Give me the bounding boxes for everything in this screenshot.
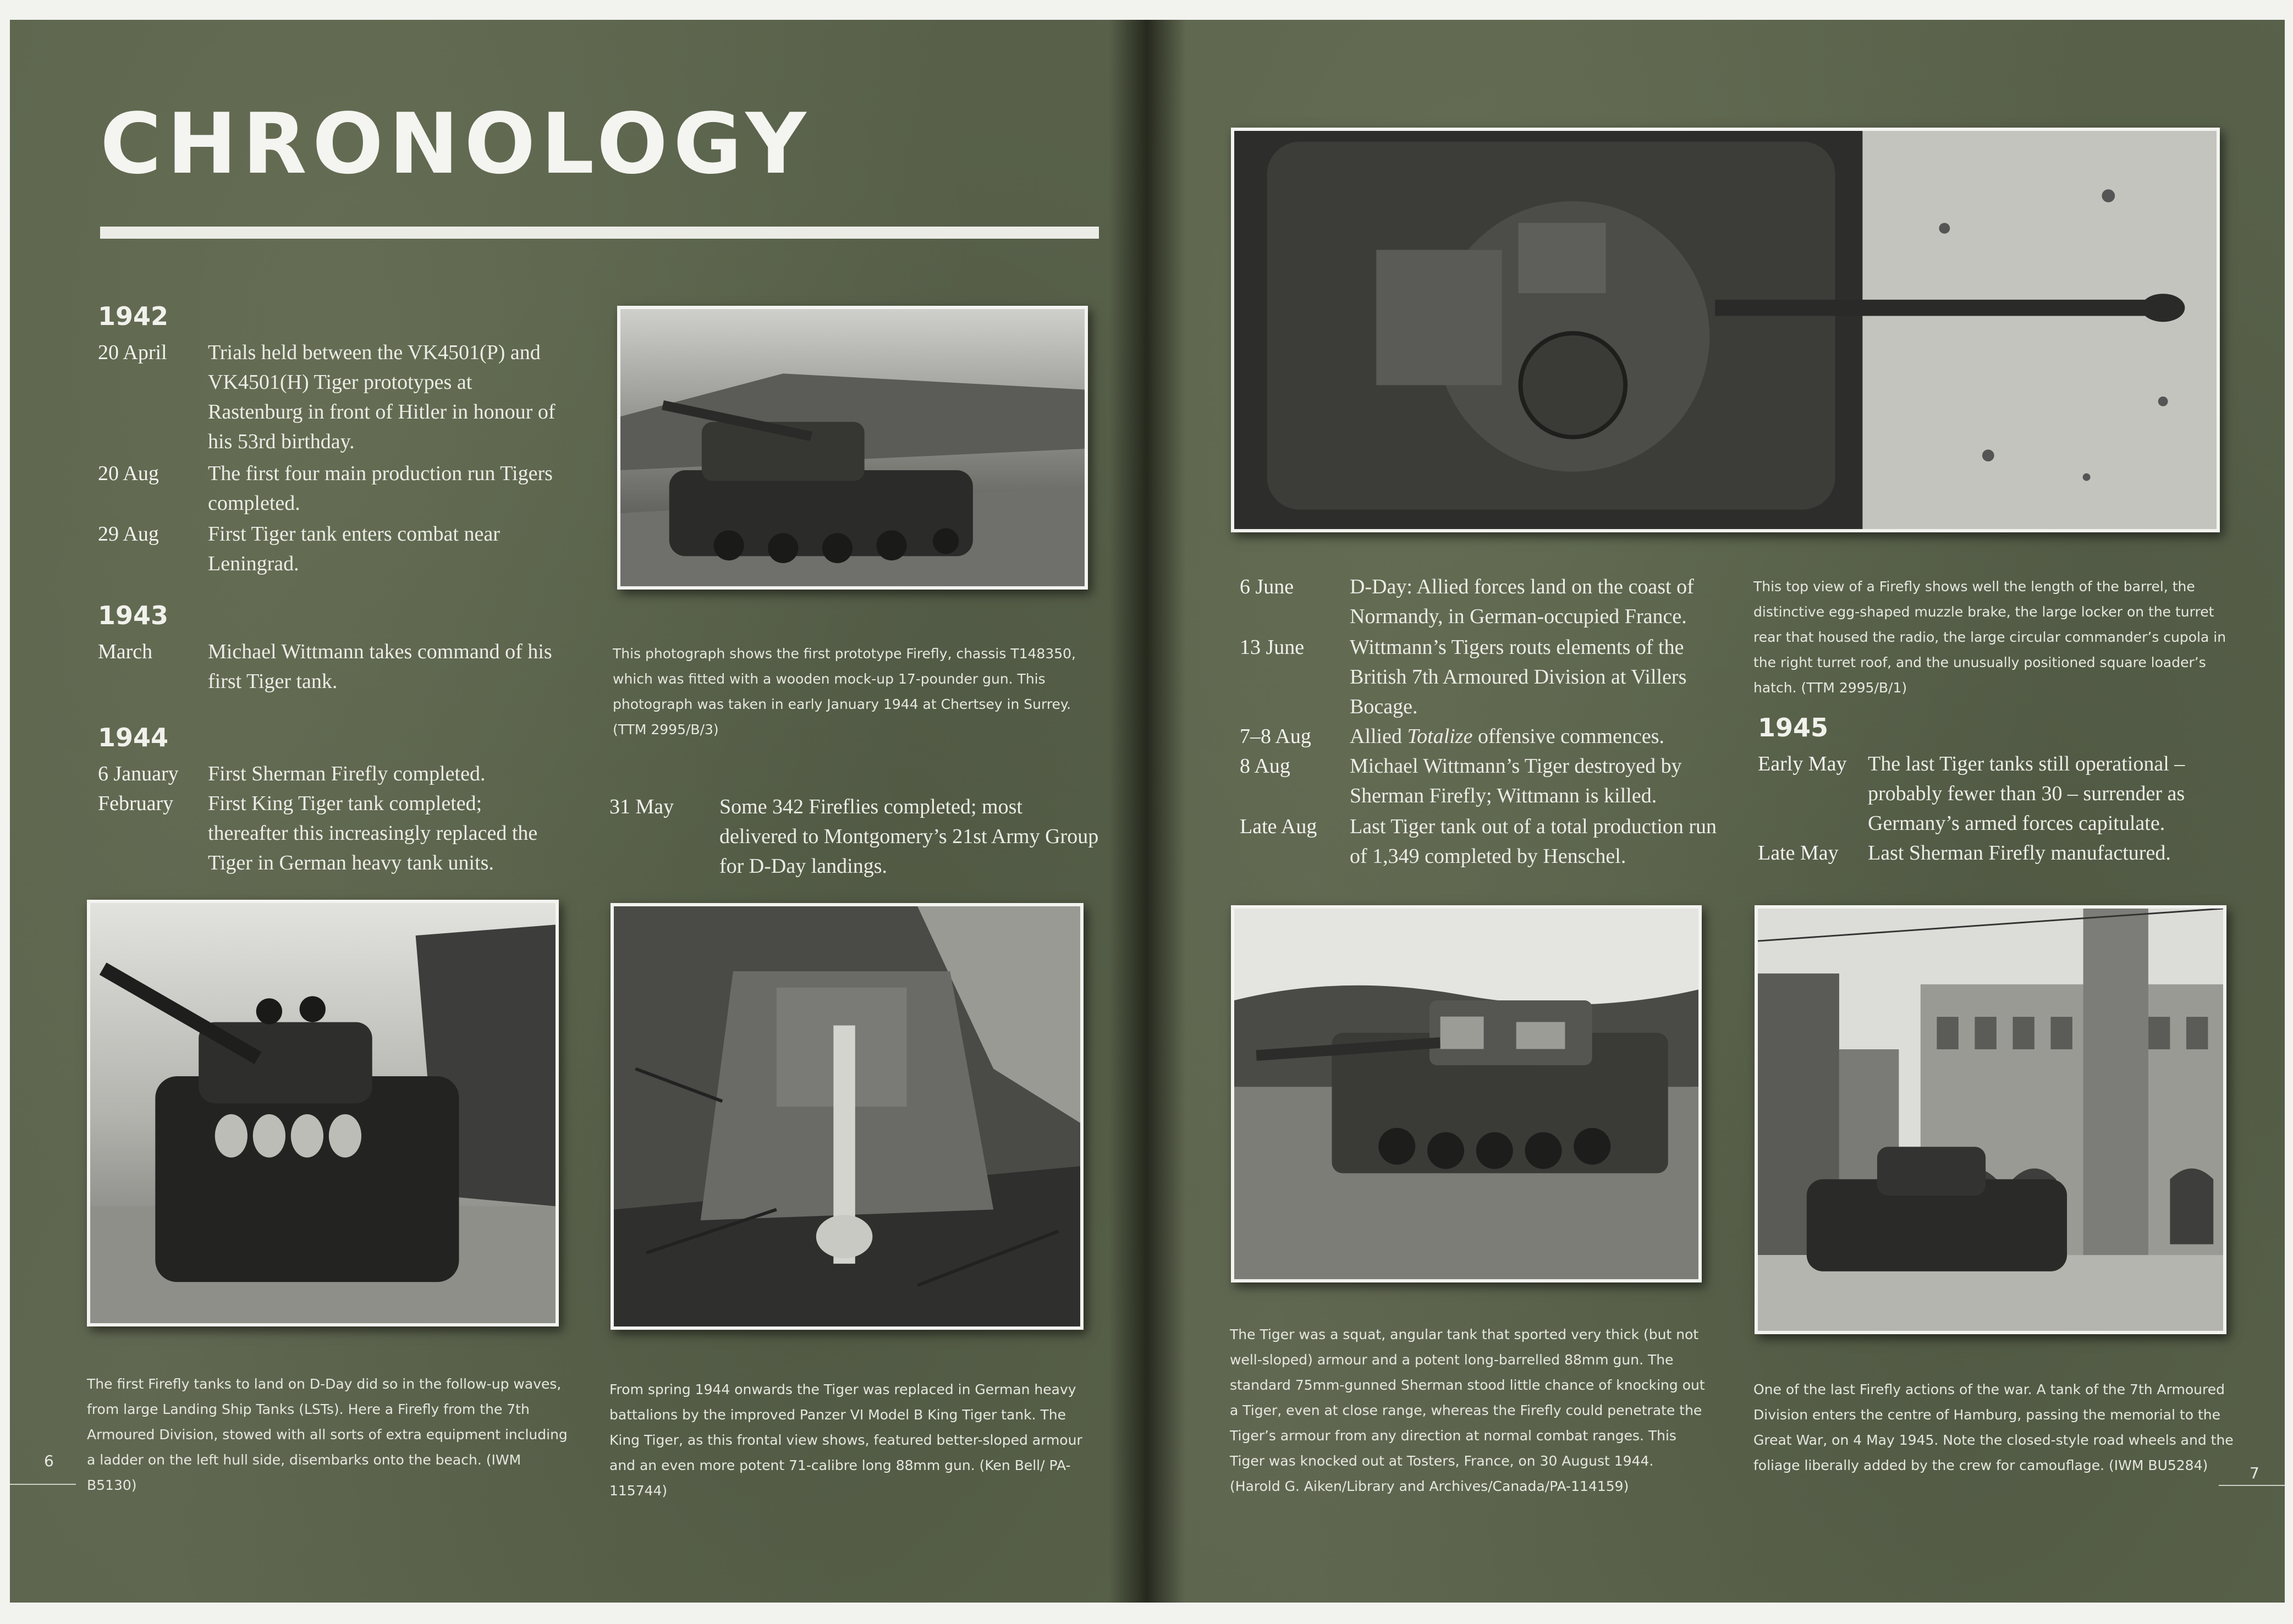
timeline-entry — [98, 637, 565, 696]
tank-photo-icon — [1234, 909, 1698, 1279]
folio-rule — [2219, 1485, 2285, 1486]
entry-text: The first four main production run Tigers completed. — [208, 462, 553, 515]
gutter-shadow — [1109, 20, 1147, 1603]
timeline-entry — [1758, 749, 2242, 838]
timeline-entry — [1240, 722, 1735, 751]
timeline-entry — [609, 792, 1104, 881]
book-spread — [10, 20, 2285, 1603]
left-page — [10, 20, 1147, 1603]
title-rule — [100, 227, 1099, 239]
year-heading-1942: 1942 — [98, 301, 169, 331]
timeline-entry — [1240, 751, 1735, 811]
entry-text: Michael Wittmann takes command of his first Tiger tank. — [208, 640, 552, 693]
tank-photo-icon — [614, 906, 1080, 1326]
entry-date: 8 Aug — [1240, 755, 1290, 778]
timeline-entry — [1240, 632, 1735, 722]
entry-text: First Tiger tank enters combat near Leningrad. — [208, 522, 500, 575]
year-heading-1944: 1944 — [98, 723, 169, 752]
entry-date: 7–8 Aug — [1240, 725, 1311, 748]
entry-date: 6 January — [98, 762, 179, 785]
timeline-entry — [98, 519, 565, 579]
entry-text: Wittmann’s Tigers routs elements of the British 7th Armoured Division at Villers Bocage. — [1350, 636, 1687, 718]
entry-text: First Sherman Firefly completed. — [208, 762, 486, 785]
photo-caption: This top view of a Firefly shows well the length of the barrel, the distinctive egg-shaped muzzle brake, the large locker on the turret rear that housed the radio, the large circular commander’s cupola in the right turret roof, and the unusually positioned square loader’s hatch. (TTM 2995/B/1) — [1753, 579, 2226, 696]
entry-date: 31 May — [609, 795, 674, 818]
entry-text: Allied Totalize offensive commences. — [1350, 725, 1665, 748]
entry-text: Last Tiger tank out of a total production run of 1,349 completed by Henschel. — [1350, 815, 1717, 868]
entry-text: Michael Wittmann’s Tiger destroyed by Sherman Firefly; Wittmann is killed. — [1350, 755, 1682, 807]
photo-tiger-field — [1231, 905, 1702, 1282]
photo-king-tiger — [611, 903, 1084, 1330]
photo-hamburg — [1755, 905, 2226, 1334]
gutter-shadow — [1147, 20, 1186, 1603]
timeline-entry — [98, 338, 565, 456]
tank-photo-icon — [1758, 909, 2223, 1331]
photo-caption: The first Firefly tanks to land on D-Day did so in the follow-up waves, from large Landing Ship Tanks (LSTs). Here a Firefly from the 7th Armoured Division, stowed with all sorts of extra equipment including a ladder on the left hull side, disembarks onto the beach. (IWM B5130) — [87, 1376, 568, 1493]
entry-date: 20 April — [98, 341, 167, 364]
entry-text: The last Tiger tanks still operational – probably fewer than 30 – surrender as Germany’s armed forces capitulate. — [1868, 752, 2185, 835]
tank-photo-icon — [620, 309, 1085, 586]
timeline-entry — [98, 459, 565, 518]
folio-rule — [10, 1484, 76, 1485]
page-title: CHRONOLOGY — [100, 95, 812, 192]
page-number: 7 — [2250, 1464, 2259, 1482]
timeline-entry — [98, 789, 565, 878]
entry-date: Late May — [1758, 841, 1839, 865]
timeline-entry — [1240, 572, 1735, 631]
entry-text: Last Sherman Firefly manufactured. — [1868, 841, 2171, 865]
timeline-entry — [98, 759, 565, 789]
page-number: 6 — [44, 1452, 54, 1470]
photo-caption: The Tiger was a squat, angular tank that sported very thick (but not well-sloped) armour and a potent long-barrelled 88mm gun. The standard 75mm-gunned Sherman stood little chance of knocking out a Tiger, even at close range, whereas the Firefly could penetrate the Tiger’s armour from any direction at normal combat ranges. This Tiger was knocked out at Tosters, France, on 30 August 1944. (Harold G. Aiken/Library and Archives/Canada/PA-114159) — [1230, 1326, 1705, 1494]
timeline-entry — [1758, 838, 2242, 868]
timeline-entry — [1240, 812, 1735, 871]
photo-firefly-prototype — [617, 306, 1088, 590]
entry-text: Some 342 Fireflies completed; most delivered to Montgomery’s 21st Army Group for D-Day landings. — [719, 795, 1099, 878]
year-heading-1943: 1943 — [98, 601, 169, 630]
entry-date: 29 Aug — [98, 522, 159, 546]
entry-date: 6 June — [1240, 575, 1294, 598]
entry-text: First King Tiger tank completed; thereafter this increasingly replaced the Tiger in German heavy tank units. — [208, 792, 538, 874]
tank-photo-icon — [90, 903, 556, 1323]
photo-caption: One of the last Firefly actions of the war. A tank of the 7th Armoured Division enters the centre of Hamburg, passing the memorial to the Great War, on 4 May 1945. Note the closed-style road wheels and the foliage liberally added by the crew for camouflage. (IWM BU5284) — [1753, 1381, 2234, 1473]
entry-date: February — [98, 792, 174, 815]
photo-caption: From spring 1944 onwards the Tiger was replaced in German heavy battalions by the improved Panzer VI Model B King Tiger tank. The King Tiger, as this frontal view shows, featured better-sloped armour and an even more potent 71-calibre long 88mm gun. (Ken Bell/ PA-115744) — [609, 1381, 1082, 1499]
entry-text: Trials held between the VK4501(P) and VK4501(H) Tiger prototypes at Rastenburg in front of Hitler in honour of his 53rd birthday. — [208, 341, 556, 453]
entry-date: 20 Aug — [98, 462, 159, 485]
photo-firefly-top-view — [1231, 128, 2220, 532]
entry-date: Early May — [1758, 752, 1847, 775]
entry-text: D-Day: Allied forces land on the coast of Normandy, in German-occupied France. — [1350, 575, 1694, 628]
entry-date: Late Aug — [1240, 815, 1317, 838]
operation-name: Totalize — [1407, 725, 1473, 748]
photo-caption: This photograph shows the first prototype Firefly, chassis T148350, which was fitted with a wooden mock-up 17-pounder gun. This photograph was taken in early January 1944 at Chertsey in Surrey. (TTM 2995/B/3) — [613, 646, 1076, 737]
tank-photo-icon — [1234, 131, 2217, 529]
year-heading-1945: 1945 — [1758, 713, 1829, 742]
entry-date: March — [98, 640, 153, 663]
photo-dday-landing — [87, 900, 559, 1326]
entry-date: 13 June — [1240, 636, 1305, 659]
right-page — [1147, 20, 2285, 1603]
